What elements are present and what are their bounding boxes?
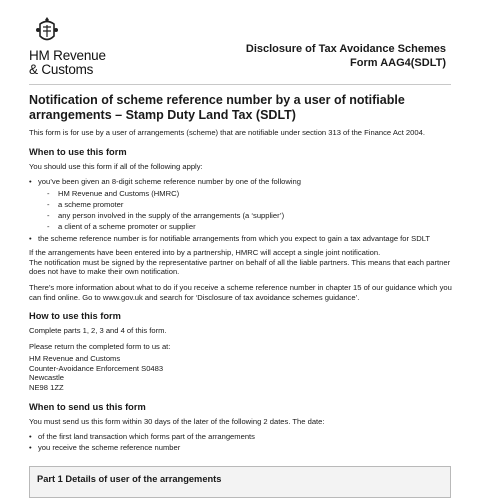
- complete-parts-text: Complete parts 1, 2, 3 and 4 of this form.: [29, 326, 167, 336]
- when-to-send-lead: You must send us this form within 30 days of the later of the following 2 dates. The date:: [29, 416, 325, 426]
- form-code: Form AAG4(SDLT): [350, 57, 446, 69]
- when-to-use-lead: You should use this form if all of the following apply:: [29, 161, 203, 171]
- address-line: Newcastle: [29, 373, 65, 383]
- partnership-text-2: The notification must be signed by the representative partner on behalf of all the liable partners. This means that each partner does not have to make their own notification.: [29, 257, 451, 277]
- list-item: • you’ve been given an 8-digit scheme reference number by one of the following - HM Revenue and Customs (HMRC) - a scheme promoter - any person involved in the supply of the arrangements (a ‘supplier’) - a client of a scheme promoter or supplier: [29, 177, 454, 232]
- list-item: • of the first land transaction which forms part of the arrangements: [29, 432, 454, 442]
- return-text: Please return the completed form to us at:: [29, 341, 171, 351]
- org-name-line2: & Customs: [29, 62, 94, 77]
- address-line: HM Revenue and Customs: [29, 354, 121, 364]
- list-item: - any person involved in the supply of the arrangements (a ‘supplier’): [38, 211, 454, 221]
- page-title: Notification of scheme reference number by a user of notifiable arrangements – Stamp Duty Land Tax (SDLT): [29, 93, 405, 122]
- hmrc-logo: [29, 16, 129, 77]
- part1-title: Part 1 Details of user of the arrangements: [37, 474, 222, 484]
- header-divider: [29, 84, 451, 85]
- when-to-use-heading: When to use this form: [29, 146, 127, 157]
- royal-crest-icon: [34, 16, 60, 44]
- more-info-text: There’s more information about what to do if you receive a scheme reference number in chapter 15 of our guidance which you can find online. Go to www.gov.uk and search for ‘Disclosure of tax avoidance schemes guidance’.: [29, 282, 452, 302]
- when-to-send-list: [29, 432, 454, 453]
- list-item: - a scheme promoter: [38, 200, 454, 210]
- list-item: • the scheme reference number is for notifiable arrangements from which you expect to gain a tax advantage for SDLT: [29, 234, 454, 244]
- reference-source-list: [38, 189, 454, 232]
- form-series-title: Disclosure of Tax Avoidance Schemes: [245, 43, 446, 55]
- when-to-send-heading: When to send us this form: [29, 401, 146, 412]
- address-line: NE98 1ZZ: [29, 383, 64, 393]
- address-line: Counter-Avoidance Enforcement S0483: [29, 363, 164, 373]
- org-name-line1: HM Revenue: [29, 48, 106, 63]
- list-item: - a client of a scheme promoter or supplier: [38, 222, 454, 232]
- how-to-use-heading: How to use this form: [29, 311, 121, 322]
- intro-text: This form is for use by a user of arrangements (scheme) that are notifiable under section 313 of the Finance Act 2004.: [29, 128, 425, 137]
- partnership-text-1: If the arrangements have been entered into by a partnership, HMRC will accept a single joint notification.: [29, 248, 381, 258]
- part1-section: [29, 466, 451, 498]
- list-item: - HM Revenue and Customs (HMRC): [38, 189, 454, 199]
- return-address: [29, 354, 454, 392]
- when-to-use-list: [29, 177, 454, 243]
- form-content: [29, 93, 454, 458]
- form-header-title: [246, 42, 446, 70]
- list-item: • you receive the scheme reference number: [29, 443, 454, 453]
